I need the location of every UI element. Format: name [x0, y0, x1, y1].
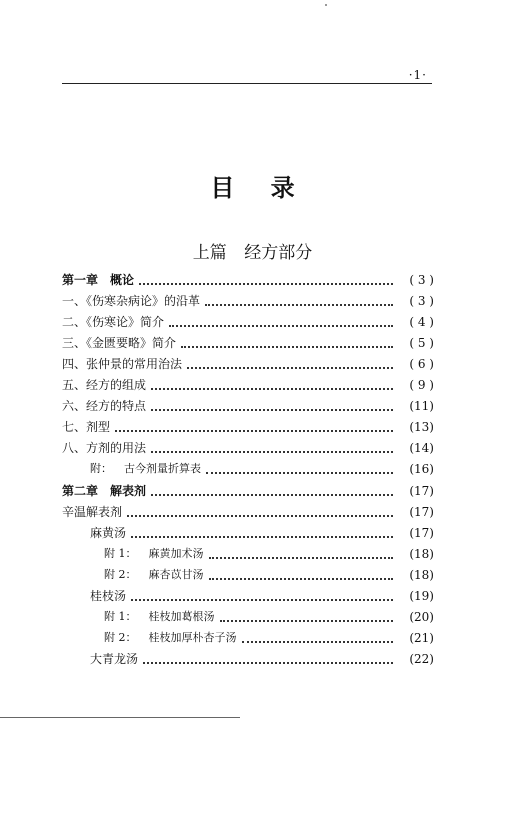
appendix-title: 麻杏苡甘汤 [148, 568, 204, 581]
dot-leader [151, 443, 393, 453]
dot-leader [209, 549, 394, 559]
toc-page-ref: (21) [409, 631, 434, 645]
toc-entry-appendix[interactable] [104, 607, 434, 627]
dot-leader [169, 317, 393, 327]
toc-entry[interactable] [62, 438, 434, 458]
toc-page-ref: (18) [409, 568, 434, 582]
toc-page-ref: ( 3 ) [409, 294, 434, 308]
toc-entry-label: 四、张仲景的常用治法 [62, 357, 183, 371]
toc-entry-label: 三、《金匮要略》简介 [62, 336, 177, 350]
toc-page-ref: (18) [409, 547, 434, 561]
toc-title-char-1: 目 [210, 174, 235, 202]
toc-page-ref: (17) [409, 484, 434, 498]
dot-leader [115, 422, 393, 432]
toc-entry-label: 大青龙汤 [90, 652, 139, 666]
toc-entry[interactable] [62, 291, 434, 311]
toc-entry-appendix[interactable] [104, 565, 434, 585]
dot-leader [127, 507, 393, 517]
dot-leader [131, 528, 393, 538]
toc-entry-label [90, 459, 203, 479]
toc-entry-chapter-2[interactable] [62, 481, 434, 501]
toc-page-ref: ( 3 ) [409, 273, 434, 287]
appendix-prefix: 附 1： [104, 610, 137, 623]
chapter-number: 第二章 [62, 484, 99, 498]
section-heading [0, 238, 505, 263]
section-heading-subtitle: 经方部分 [244, 243, 313, 263]
chapter-number: 第一章 [62, 273, 99, 287]
appendix-prefix: 附 1： [104, 547, 137, 560]
toc-entry[interactable] [62, 354, 434, 374]
toc-title [0, 168, 505, 203]
toc-page-ref: (17) [409, 505, 434, 519]
header-rule [62, 83, 432, 84]
toc-page-ref: (16) [409, 462, 434, 476]
chapter-title: 解表剂 [110, 484, 147, 498]
section-heading-name: 上篇 [192, 243, 227, 263]
appendix-title: 桂枝加葛根汤 [148, 610, 215, 623]
dot-leader [205, 296, 393, 306]
toc-entry[interactable] [90, 523, 434, 543]
appendix-prefix: 附 2： [104, 568, 137, 581]
appendix-title: 桂枝加厚朴杏子汤 [148, 631, 237, 644]
footer-rule [0, 717, 240, 718]
toc-entry-label: 五、经方的组成 [62, 378, 147, 392]
dot-leader [139, 275, 393, 285]
page-number: ·1· [408, 68, 427, 82]
dot-leader [181, 338, 393, 348]
dot-leader [206, 464, 393, 474]
toc-entry[interactable] [62, 502, 434, 522]
toc-entry-label: 六、经方的特点 [62, 399, 147, 413]
toc-entry-label: 桂枝汤 [90, 589, 127, 603]
dot-leader [151, 380, 393, 390]
toc-page-ref: ( 5 ) [409, 336, 434, 350]
toc-entry-label: 二、《伤寒论》简介 [62, 315, 165, 329]
dot-leader [131, 591, 393, 601]
toc-entry-label: 辛温解表剂 [62, 505, 123, 519]
toc-entry-label: 麻黄汤 [90, 526, 127, 540]
toc-entry-label [62, 481, 148, 501]
appendix-prefix: 附： [90, 462, 112, 475]
toc-entry[interactable] [62, 333, 434, 353]
toc-page-ref: (11) [409, 399, 434, 413]
toc-page-ref: (17) [409, 526, 434, 540]
toc-entry[interactable] [62, 417, 434, 437]
toc-entry[interactable] [62, 312, 434, 332]
toc-title-char-2: 录 [270, 174, 295, 202]
dot-leader [143, 654, 393, 664]
appendix-title: 麻黄加术汤 [148, 547, 204, 560]
dot-leader [209, 570, 394, 580]
toc-page-ref: ( 9 ) [409, 378, 434, 392]
toc-page-ref: (14) [409, 441, 434, 455]
toc-page-ref: (22) [409, 652, 434, 666]
toc-entry-label: 七、剂型 [62, 420, 111, 434]
toc-entry-label [104, 544, 206, 564]
toc-page-ref: (20) [409, 610, 434, 624]
toc-entry[interactable] [62, 375, 434, 395]
dot-leader [242, 633, 394, 643]
toc-page-ref: ( 4 ) [409, 315, 434, 329]
dot-leader [151, 486, 393, 496]
toc-page-ref: (13) [409, 420, 434, 434]
appendix-title: 古今剂量折算表 [124, 462, 201, 475]
appendix-prefix: 附 2： [104, 631, 137, 644]
scan-speck [325, 4, 327, 6]
toc-entry-chapter-1[interactable] [62, 270, 434, 290]
toc-entry-label [104, 607, 217, 627]
toc-page-ref: ( 6 ) [409, 357, 434, 371]
toc-entry[interactable] [90, 586, 434, 606]
toc-entry-label [104, 565, 206, 585]
dot-leader [220, 612, 394, 622]
toc-entry-label: 八、方剂的用法 [62, 441, 147, 455]
chapter-title: 概论 [110, 273, 135, 287]
toc-entry-appendix[interactable] [104, 544, 434, 564]
toc-entry[interactable] [90, 649, 434, 669]
toc-entry[interactable] [62, 396, 434, 416]
dot-leader [187, 359, 393, 369]
toc-entry-appendix[interactable] [90, 459, 434, 479]
toc-entry-label: 一、《伤寒杂病论》的沿革 [62, 294, 201, 308]
toc-entry-label [104, 628, 239, 648]
toc-page-ref: (19) [409, 589, 434, 603]
toc-entry-label [62, 270, 136, 290]
dot-leader [151, 401, 393, 411]
toc-entry-appendix[interactable] [104, 628, 434, 648]
